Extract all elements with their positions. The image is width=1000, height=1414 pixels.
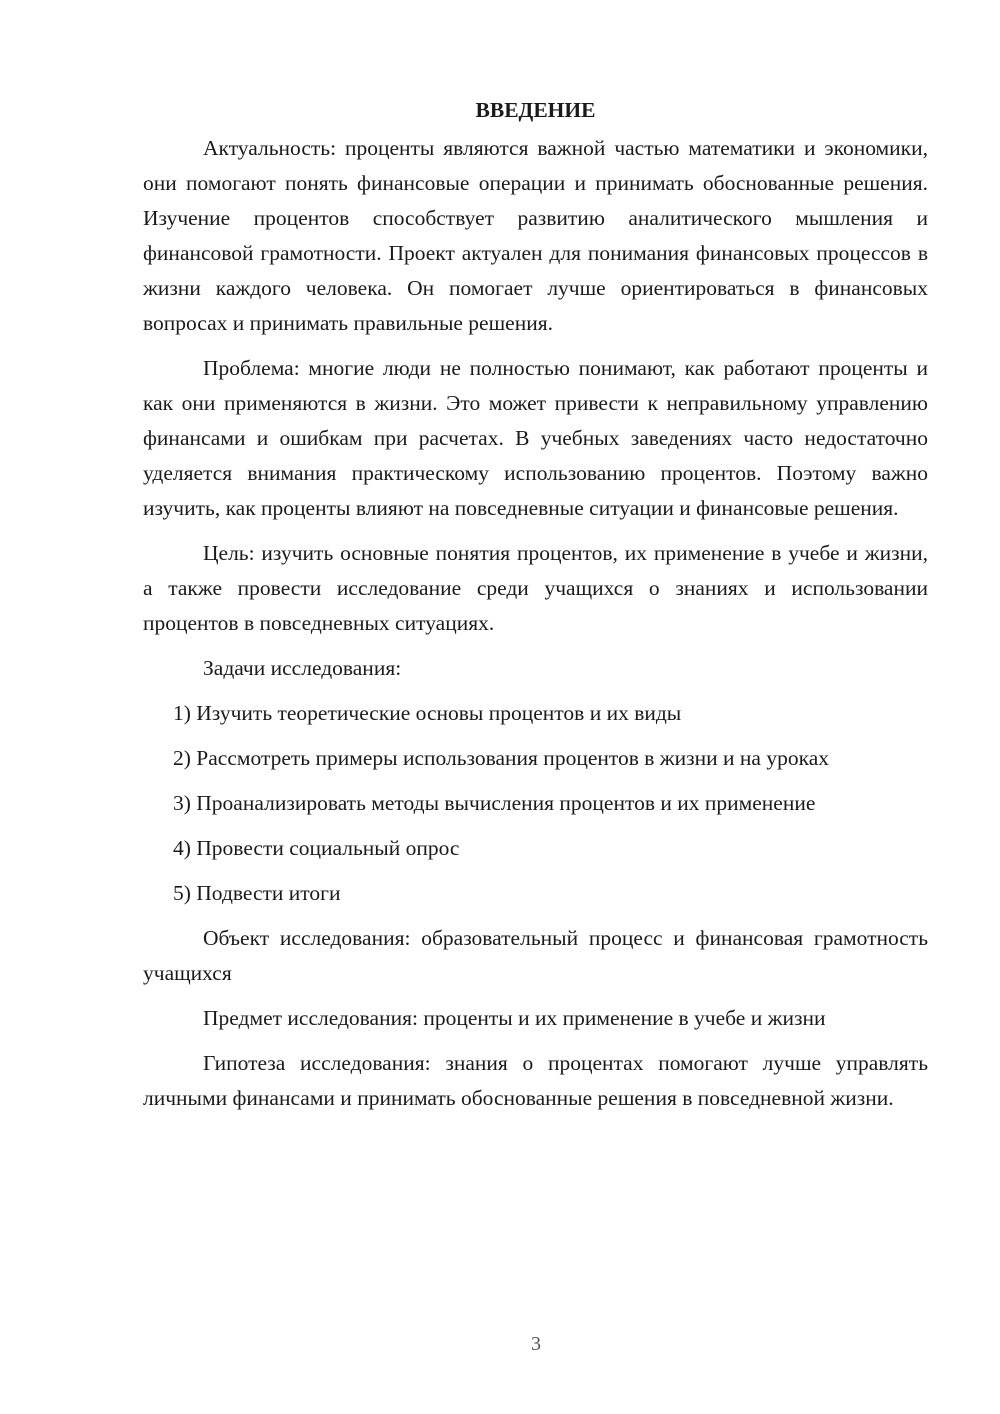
paragraph-hypothesis: Гипотеза исследования: знания о процентах помогают лучше управлять личными финансами и принимать обоснованные решения в повседневной жизни. bbox=[143, 1051, 928, 1110]
paragraph-subject: Предмет исследования: проценты и их применение в учебе и жизни bbox=[203, 1006, 826, 1030]
paragraph-goal: Цель: изучить основные понятия процентов, их применение в учебе и жизни, а также провести исследование среди учащихся о знаниях и использовании процентов в повседневных ситуациях. bbox=[143, 541, 928, 635]
task-item-5: 5) Подвести итоги bbox=[173, 881, 341, 905]
page-number: 3 bbox=[531, 1333, 541, 1355]
page-title: ВВЕДЕНИЕ bbox=[475, 98, 596, 122]
task-item-2: 2) Рассмотреть примеры использования процентов в жизни и на уроках bbox=[173, 746, 829, 770]
document-body bbox=[143, 95, 928, 1126]
task-item-3: 3) Проанализировать методы вычисления процентов и их применение bbox=[173, 791, 816, 815]
paragraph-problem: Проблема: многие люди не полностью понимают, как работают проценты и как они применяются в жизни. Это может привести к неправильному управлению финансами и ошибкам при расчетах. В учебных заведениях часто недостаточно уделяется внимания практическому использованию процентов. Поэтому важно изучить, как проценты влияют на повседневные ситуации и финансовые решения. bbox=[143, 356, 928, 520]
paragraph-relevance: Актуальность: проценты являются важной частью математики и экономики, они помогают понять финансовые операции и принимать обоснованные решения. Изучение процентов способствует развитию аналитического мышления и финансовой грамотности. Проект актуален для понимания финансовых процессов в жизни каждого человека. Он помогает лучше ориентироваться в финансовых вопросах и принимать правильные решения. bbox=[143, 136, 928, 335]
task-item-4: 4) Провести социальный опрос bbox=[173, 836, 460, 860]
tasks-heading: Задачи исследования: bbox=[203, 656, 402, 680]
task-item-1: 1) Изучить теоретические основы процентов и их виды bbox=[173, 701, 682, 725]
paragraph-object: Объект исследования: образовательный процесс и финансовая грамотность учащихся bbox=[143, 926, 928, 985]
